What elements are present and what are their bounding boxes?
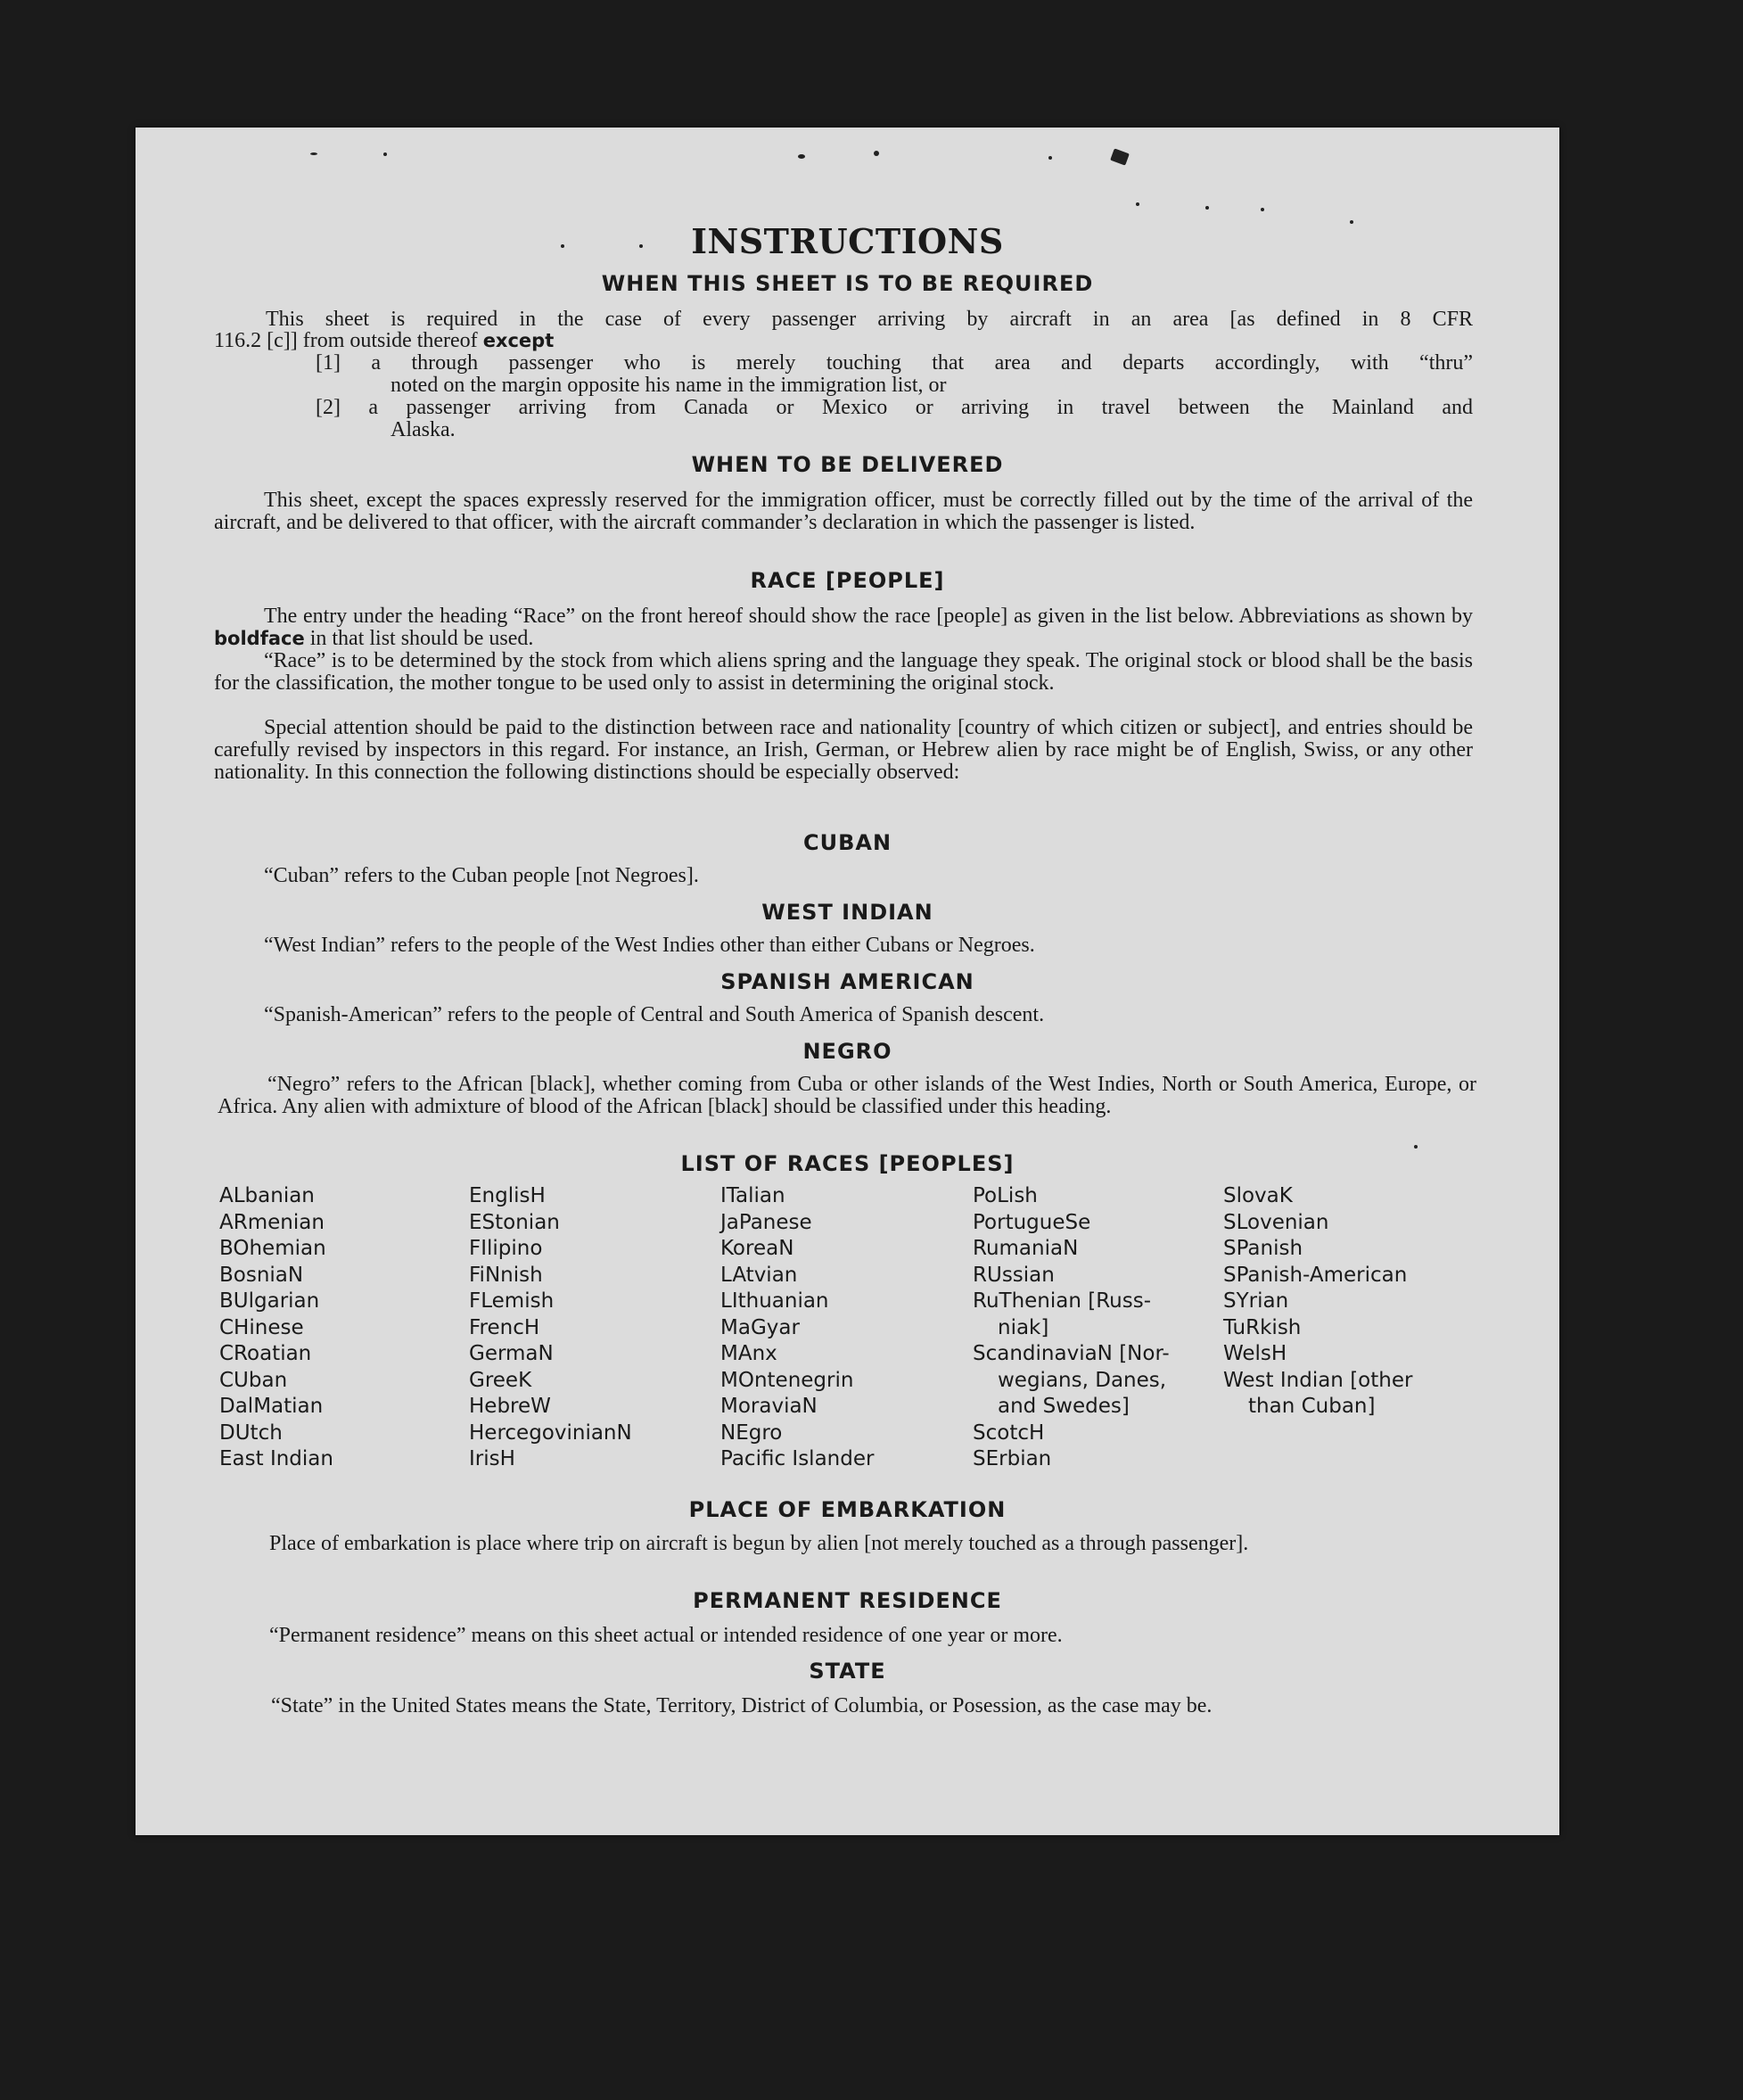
race-item: GermaN	[469, 1342, 554, 1365]
race-item: LAtvian	[720, 1263, 798, 1287]
section-heading-west-indian: WEST INDIAN	[761, 900, 933, 925]
paragraph-text: 116.2 [c]] from outside thereof	[214, 329, 478, 352]
section-heading-embarkation: PLACE OF EMBARKATION	[688, 1497, 1007, 1522]
race-item: MoraviaN	[720, 1395, 818, 1418]
paragraph-line: This sheet is required in the case of every passenger arriving by aircraft in an area [as defined in 8 CFR	[266, 308, 1473, 331]
race-item: East Indian	[219, 1447, 333, 1470]
race-item: TuRkish	[1223, 1315, 1302, 1339]
paragraph: “Cuban” refers to the Cuban people [not Negroes].	[264, 864, 699, 887]
section-heading-cuban: CUBAN	[802, 830, 892, 855]
scan-speck	[1110, 148, 1130, 165]
race-item: DUtch	[219, 1421, 283, 1445]
scan-speck	[1136, 202, 1139, 206]
race-item: CHinese	[219, 1315, 304, 1339]
race-item: DalMatian	[219, 1395, 324, 1418]
race-item: ARmenian	[219, 1210, 325, 1234]
paragraph: “Negro” refers to the African [black], whether coming from Cuba or other islands of the West Indies, North or South America, Europe, or Africa. Any alien with admixture of blood of the African [black] should be classified under this heading.	[218, 1073, 1476, 1118]
section-heading-permanent-residence: PERMANENT RESIDENCE	[693, 1588, 1002, 1613]
race-item-cont: niak]	[998, 1315, 1049, 1339]
race-item: NEgro	[720, 1421, 783, 1445]
exception-item-2: [2] a passenger arriving from Canada or Mexico or arriving in travel between the Mainland and	[316, 396, 1473, 419]
section-heading-required: WHEN THIS SHEET IS TO BE REQUIRED	[601, 271, 1094, 296]
paragraph: “State” in the United States means the State, Territory, District of Columbia, or Posession, as the case may be.	[271, 1694, 1213, 1717]
race-item: MOntenegrin	[720, 1368, 854, 1392]
bold-term: except	[482, 330, 555, 351]
scan-speck	[1261, 208, 1264, 211]
paragraph-line	[214, 330, 554, 352]
scan-speck	[1048, 156, 1052, 160]
race-item: GreeK	[469, 1368, 532, 1392]
scan-speck	[1414, 1145, 1418, 1149]
race-item: SlovaK	[1223, 1184, 1293, 1207]
paragraph-text: in that list should be used.	[309, 627, 534, 650]
race-item: EStonian	[469, 1210, 560, 1234]
race-item: HercegovinianN	[469, 1421, 632, 1445]
race-item-cont: wegians, Danes,	[998, 1368, 1167, 1392]
race-item: West Indian [other	[1223, 1368, 1413, 1392]
paragraph: “Spanish-American” refers to the people of Central and South America of Spanish descent.	[264, 1003, 1045, 1026]
race-item: MaGyar	[720, 1315, 800, 1339]
race-item: EnglisH	[469, 1184, 546, 1207]
bold-term: boldface	[214, 628, 305, 649]
races-column-5	[1223, 1183, 1412, 1421]
paragraph-text: The entry under the heading “Race” on the front hereof should show the race [people] as given in the list below. Abbreviations as shown by	[264, 605, 1473, 628]
page-title: INSTRUCTIONS	[691, 221, 1004, 261]
paragraph	[214, 605, 1473, 650]
paragraph: “Race” is to be determined by the stock from which aliens spring and the language they speak. The original stock or blood shall be the basis for the classification, the mother tongue to be used only to assist in determining the original stock.	[214, 649, 1473, 695]
section-heading-race: RACE [PEOPLE]	[750, 568, 945, 593]
race-item: FIlipino	[469, 1237, 543, 1260]
race-item: RuThenian [Russ-	[973, 1289, 1152, 1313]
race-item: KoreaN	[720, 1237, 794, 1260]
races-column-3	[720, 1183, 874, 1473]
exception-item-1: [1] a through passenger who is merely touching that area and departs accordingly, with “thru”	[316, 351, 1473, 375]
scan-speck	[798, 154, 805, 159]
paragraph: This sheet, except the spaces expressly reserved for the immigration officer, must be correctly filled out by the time of the arrival of the aircraft, and be delivered to that officer, with the aircraft commander’s declaration in which the passenger is listed.	[214, 489, 1473, 534]
race-item: CRoatian	[219, 1342, 312, 1365]
race-item: WelsH	[1223, 1342, 1287, 1365]
section-heading-spanish-american: SPANISH AMERICAN	[720, 969, 974, 994]
race-item: ScandinaviaN [Nor-	[973, 1342, 1170, 1365]
races-column-1	[219, 1183, 333, 1473]
section-heading-list-of-races: LIST OF RACES [PEOPLES]	[680, 1151, 1015, 1176]
paragraph: Special attention should be paid to the distinction between race and nationality [country of which citizen or subject], and entries should be carefully revised by inspectors in this regard. For instance, an Irish, German, or Hebrew alien by race might be of English, Swiss, or any other nationality. In this connection the following distinctions should be especially observed:	[214, 716, 1473, 784]
race-item: FLemish	[469, 1289, 555, 1313]
race-item: SLovenian	[1223, 1210, 1329, 1234]
paragraph: Place of embarkation is place where trip on aircraft is begun by alien [not merely touched as a through passenger].	[269, 1532, 1249, 1555]
race-item: MAnx	[720, 1342, 777, 1365]
race-item: BOhemian	[219, 1237, 326, 1260]
races-column-4	[973, 1183, 1170, 1473]
paragraph: “West Indian” refers to the people of the West Indies other than either Cubans or Negroes.	[264, 934, 1035, 957]
race-item: BosniaN	[219, 1263, 304, 1287]
race-item: LIthuanian	[720, 1289, 829, 1313]
race-item: CUban	[219, 1368, 288, 1392]
exception-item-1-cont: noted on the margin opposite his name in the immigration list, or	[391, 374, 947, 397]
race-item: ITalian	[720, 1184, 785, 1207]
exception-item-2-cont: Alaska.	[391, 418, 456, 441]
race-item: SPanish-American	[1223, 1263, 1408, 1287]
race-item: ScotcH	[973, 1421, 1045, 1445]
instruction-sheet	[136, 128, 1559, 1835]
race-item-cont: and Swedes]	[998, 1395, 1130, 1418]
race-item: RUssian	[973, 1263, 1055, 1287]
race-item: SPanish	[1223, 1237, 1303, 1260]
scan-speck	[310, 152, 317, 155]
race-item: JaPanese	[720, 1210, 812, 1234]
section-heading-state: STATE	[809, 1659, 886, 1684]
race-item: FiNnish	[469, 1263, 543, 1287]
race-item: HebreW	[469, 1395, 551, 1418]
section-heading-negro: NEGRO	[802, 1039, 892, 1064]
race-item: Pacific Islander	[720, 1447, 875, 1470]
scan-speck	[1205, 206, 1209, 210]
scan-speck	[874, 151, 879, 156]
race-item-cont: than Cuban]	[1248, 1395, 1376, 1418]
race-item: PortugueSe	[973, 1210, 1091, 1234]
race-item: SErbian	[973, 1447, 1052, 1470]
scan-speck	[383, 152, 387, 156]
section-heading-delivered: WHEN TO BE DELIVERED	[691, 452, 1004, 477]
race-item: FrencH	[469, 1315, 540, 1339]
races-column-2	[469, 1183, 632, 1473]
race-item: PoLish	[973, 1184, 1038, 1207]
race-item: ALbanian	[219, 1184, 315, 1207]
race-item: SYrian	[1223, 1289, 1289, 1313]
race-item: RumaniaN	[973, 1237, 1079, 1260]
race-item: IrisH	[469, 1447, 515, 1470]
race-item: BUlgarian	[219, 1289, 320, 1313]
paragraph: “Permanent residence” means on this sheet actual or intended residence of one year or more.	[269, 1624, 1063, 1647]
